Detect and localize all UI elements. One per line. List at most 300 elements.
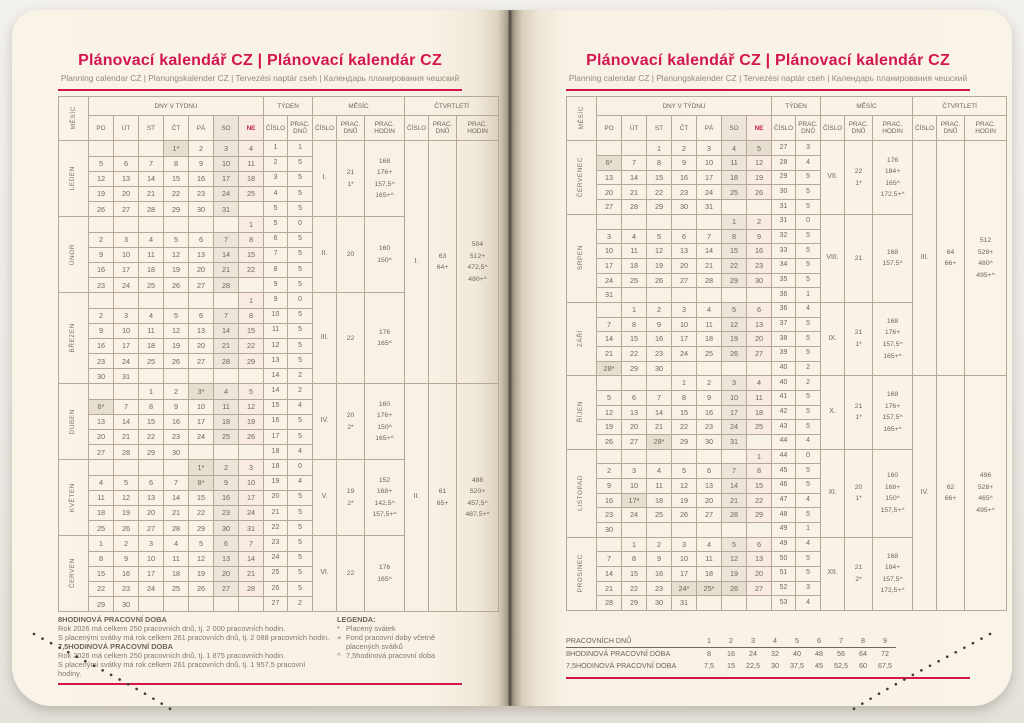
day-cell: 31 <box>114 369 139 384</box>
week-workdays-cell: 5 <box>288 247 313 262</box>
footer-line: Rok 2026 má celkem 250 pracovních dnů, tj. 1 875 pracovních hodin. <box>58 651 286 661</box>
day-cell: 10 <box>214 156 239 171</box>
day-cell <box>114 217 139 232</box>
week-number-cell: 49 <box>772 537 796 552</box>
day-cell: 8 <box>164 156 189 171</box>
day-cell: 27 <box>597 200 622 215</box>
month-number-cell: II. <box>313 217 337 293</box>
day-cell: 10 <box>189 399 214 414</box>
week-number-cell: 27 <box>264 597 288 612</box>
month-name: SRPEN <box>567 214 597 302</box>
day-cell <box>164 460 189 475</box>
month-hours-cell: 160 168+ 150^ 157,5+^ <box>873 449 913 537</box>
day-cell: 18 <box>139 262 164 277</box>
day-cell: 11 <box>697 317 722 332</box>
day-cell: 17 <box>239 490 264 505</box>
week-workdays-cell: 4 <box>796 302 821 317</box>
day-cell: 16 <box>647 332 672 347</box>
week-workdays-cell: 5 <box>796 317 821 332</box>
day-cell: 10 <box>697 156 722 171</box>
day-cell: 15 <box>164 171 189 186</box>
week-workdays-cell: 5 <box>796 420 821 435</box>
day-cell: 26 <box>722 581 747 596</box>
footer-value-cell: 3 <box>742 635 764 648</box>
day-cell: 1* <box>189 460 214 475</box>
day-cell: 26 <box>747 185 772 200</box>
day-cell: 11 <box>139 323 164 338</box>
week-number-cell: 46 <box>772 478 796 493</box>
week-number-cell: 14 <box>264 369 288 384</box>
day-cell: 21 <box>139 187 164 202</box>
month-hours-cell: 168 157,5^ <box>873 214 913 302</box>
quarter-number-cell: IV. <box>913 376 937 611</box>
day-cell: 2 <box>697 376 722 391</box>
day-cell: 2 <box>89 232 114 247</box>
day-cell: 4 <box>89 475 114 490</box>
day-cell <box>597 302 622 317</box>
day-cell: 24 <box>597 273 622 288</box>
footer-line: S placenými svátky má rok celkem 261 pracovních dnů, tj. 1 957,5 pracovní hodiny. <box>58 660 306 679</box>
day-cell: 15 <box>239 247 264 262</box>
day-cell: 11 <box>89 490 114 505</box>
day-cell: 26 <box>164 354 189 369</box>
week-workdays-cell: 5 <box>288 323 313 338</box>
month-number-cell: IX. <box>821 302 845 375</box>
footer-value-cell: 67,5 <box>878 661 892 671</box>
day-cell <box>239 369 264 384</box>
day-cell: 31 <box>214 202 239 217</box>
day-cell: 3 <box>597 229 622 244</box>
day-cell: 17 <box>189 414 214 429</box>
week-workdays-cell: 5 <box>288 566 313 581</box>
week-number-cell: 48 <box>772 508 796 523</box>
footer-value-cell: 64 <box>859 649 867 659</box>
day-cell: 29 <box>239 354 264 369</box>
day-cell: 22 <box>239 262 264 277</box>
day-cell: 7 <box>597 552 622 567</box>
day-cell: 11 <box>239 156 264 171</box>
day-cell: 8 <box>747 464 772 479</box>
day-cell: 14 <box>722 478 747 493</box>
week-workdays-cell: 1 <box>288 141 313 156</box>
day-cell: 30 <box>647 596 672 611</box>
day-cell: 22 <box>647 185 672 200</box>
week-number-cell: 45 <box>772 464 796 479</box>
quarter-workdays-cell: 63 64+ <box>429 141 457 384</box>
day-cell: 28 <box>622 200 647 215</box>
week-workdays-cell: 5 <box>796 170 821 185</box>
day-cell: 24 <box>722 420 747 435</box>
day-cell <box>189 597 214 612</box>
week-number-cell: 9 <box>264 293 288 308</box>
legend-symbol: + <box>337 633 342 643</box>
footer-value-cell: 48 <box>815 649 823 659</box>
day-cell <box>697 288 722 303</box>
day-cell: 19 <box>672 493 697 508</box>
day-cell: 9 <box>672 156 697 171</box>
day-cell: 11 <box>722 156 747 171</box>
week-number-cell: 29 <box>772 170 796 185</box>
day-cell: 26 <box>722 346 747 361</box>
day-cell: 19 <box>164 338 189 353</box>
footer-heading-75h: 7,5HODINOVÁ PRACOVNÍ DOBA <box>58 642 173 652</box>
footer-row-label: 7,5HODINOVÁ PRACOVNÍ DOBA <box>566 661 677 671</box>
day-cell: 5 <box>722 302 747 317</box>
footer-value-cell: 9 <box>874 635 896 648</box>
day-cell: 20 <box>672 258 697 273</box>
day-cell <box>189 369 214 384</box>
day-col-header: NE <box>239 116 264 141</box>
week-workdays-cell: 0 <box>288 293 313 308</box>
day-cell: 24 <box>672 346 697 361</box>
week-number-cell: 18 <box>264 445 288 460</box>
month-hours-cell: 160 176+ 150^ 165+^ <box>365 384 405 460</box>
day-cell: 14 <box>622 170 647 185</box>
day-cell: 10 <box>672 552 697 567</box>
week-number-cell: 50 <box>772 552 796 567</box>
month-number-cell: VII. <box>821 141 845 214</box>
day-cell: 18 <box>139 338 164 353</box>
day-cell: 16 <box>114 566 139 581</box>
week-workdays-cell: 5 <box>288 536 313 551</box>
quarter-number-col-header: ČÍSLO <box>405 116 429 141</box>
day-cell: 2 <box>647 302 672 317</box>
quarter-hours-cell: 504 512+ 472,5^ 480+^ <box>457 141 499 384</box>
day-cell: 21 <box>597 581 622 596</box>
day-col-header: ČT <box>672 116 697 141</box>
week-workdays-cell: 4 <box>796 434 821 449</box>
day-cell: 15 <box>647 170 672 185</box>
day-cell: 2 <box>114 536 139 551</box>
week-workdays-cell: 3 <box>796 581 821 596</box>
day-cell: 9 <box>647 552 672 567</box>
footer-line: S placenými svátky má rok celkem 261 pracovních dnů, tj. 2 088 pracovních hodin. <box>58 633 330 643</box>
day-cell <box>622 141 647 156</box>
day-cell <box>647 522 672 537</box>
day-cell: 4 <box>697 302 722 317</box>
footer-value-cell: 52,5 <box>834 661 848 671</box>
day-cell: 28 <box>164 521 189 536</box>
day-cell <box>622 449 647 464</box>
week-number-cell: 31 <box>772 200 796 215</box>
day-cell: 7 <box>622 156 647 171</box>
day-cell <box>722 449 747 464</box>
day-cell: 31 <box>672 596 697 611</box>
day-cell <box>139 141 164 156</box>
week-workdays-cell: 4 <box>288 475 313 490</box>
quarter-hours-cell: 488 520+ 457,5^ 487,5+^ <box>457 384 499 612</box>
day-cell: 30 <box>747 273 772 288</box>
day-cell: 25 <box>139 354 164 369</box>
day-cell: 28 <box>239 581 264 596</box>
day-cell: 9 <box>89 247 114 262</box>
day-cell: 29 <box>189 521 214 536</box>
footer-value-cell: 37,5 <box>790 661 804 671</box>
day-cell: 10 <box>622 478 647 493</box>
day-cell: 26 <box>597 434 622 449</box>
week-workdays-cell: 5 <box>288 414 313 429</box>
day-cell: 7 <box>722 464 747 479</box>
day-cell: 13 <box>114 171 139 186</box>
legend-symbol: * <box>337 624 340 634</box>
week-workdays-cell: 4 <box>288 445 313 460</box>
day-cell: 16 <box>89 338 114 353</box>
day-cell: 17 <box>114 262 139 277</box>
day-cell: 3 <box>214 141 239 156</box>
day-cell <box>672 522 697 537</box>
day-cell: 20 <box>747 566 772 581</box>
day-cell: 3 <box>672 302 697 317</box>
day-cell: 21 <box>622 185 647 200</box>
week-number-cell: 4 <box>264 187 288 202</box>
week-number-cell: 19 <box>264 475 288 490</box>
day-cell: 19 <box>722 332 747 347</box>
day-cell: 14 <box>114 414 139 429</box>
week-workdays-cell: 5 <box>288 202 313 217</box>
day-cell: 12 <box>647 244 672 259</box>
day-cell: 26 <box>239 430 264 445</box>
week-number-cell: 5 <box>264 217 288 232</box>
day-cell <box>214 369 239 384</box>
day-cell: 6 <box>189 308 214 323</box>
day-cell: 30 <box>672 200 697 215</box>
footer-value-cell: 24 <box>749 649 757 659</box>
week-number-cell: 14 <box>264 384 288 399</box>
footer-value-cell: 8 <box>852 635 874 648</box>
day-cell: 18 <box>164 566 189 581</box>
day-cell: 17* <box>622 493 647 508</box>
day-cell: 18 <box>89 505 114 520</box>
day-col-header: PO <box>597 116 622 141</box>
day-cell: 29 <box>747 508 772 523</box>
month-workhours-col-header: PRAC. HODIN <box>365 116 405 141</box>
day-cell: 14 <box>647 405 672 420</box>
month-number-cell: IV. <box>313 384 337 460</box>
day-cell: 24 <box>622 508 647 523</box>
day-cell: 28 <box>214 278 239 293</box>
day-cell: 4 <box>239 141 264 156</box>
quarter-workdays-cell: 64 66+ <box>937 141 965 376</box>
day-cell: 18 <box>214 414 239 429</box>
month-name: PROSINEC <box>567 537 597 610</box>
day-cell <box>697 214 722 229</box>
footer-line: Rok 2026 má celkem 250 pracovních dnů, tj. 2 000 pracovních hodin. <box>58 624 286 634</box>
day-cell: 21 <box>114 430 139 445</box>
page-title: Plánovací kalendář CZ | Plánovací kalendár CZ <box>586 52 950 69</box>
day-col-header: ÚT <box>622 116 647 141</box>
day-cell <box>597 141 622 156</box>
quarter-workhours-col-header: PRAC. HODIN <box>457 116 499 141</box>
day-cell <box>164 217 189 232</box>
week-workdays-cell: 5 <box>288 490 313 505</box>
day-cell: 16 <box>697 405 722 420</box>
week-number-cell: 49 <box>772 522 796 537</box>
day-cell: 2 <box>672 141 697 156</box>
week-number-cell: 18 <box>264 460 288 475</box>
day-cell: 22 <box>239 338 264 353</box>
day-cell: 27 <box>189 278 214 293</box>
day-cell: 16 <box>672 170 697 185</box>
month-workdays-col-header: PRAC. DNŮ <box>845 116 873 141</box>
day-cell: 15 <box>239 323 264 338</box>
day-cell: 7 <box>214 232 239 247</box>
day-cell <box>139 597 164 612</box>
day-cell: 11 <box>647 478 672 493</box>
day-cell: 21 <box>214 338 239 353</box>
day-cell: 4 <box>697 537 722 552</box>
footer-value-cell: 30 <box>771 661 779 671</box>
day-cell: 4 <box>164 536 189 551</box>
day-cell: 24 <box>114 354 139 369</box>
day-cell: 20 <box>597 185 622 200</box>
month-name: LISTOPAD <box>567 449 597 537</box>
day-cell: 7 <box>647 390 672 405</box>
day-cell: 16 <box>747 244 772 259</box>
day-cell <box>139 369 164 384</box>
week-number-cell: 25 <box>264 566 288 581</box>
day-cell: 21 <box>722 493 747 508</box>
day-cell: 8 <box>622 552 647 567</box>
day-cell: 20 <box>747 332 772 347</box>
day-cell: 1 <box>747 449 772 464</box>
day-cell: 10 <box>672 317 697 332</box>
week-number-cell: 1 <box>264 141 288 156</box>
day-cell: 12 <box>747 156 772 171</box>
day-col-header: PÁ <box>189 116 214 141</box>
day-cell: 1 <box>89 536 114 551</box>
day-cell: 5 <box>747 141 772 156</box>
day-cell: 28 <box>722 508 747 523</box>
day-cell: 7 <box>214 308 239 323</box>
quarter-workdays-col-header: PRAC. DNŮ <box>429 116 457 141</box>
week-workdays-cell: 1 <box>796 522 821 537</box>
week-number-cell: 44 <box>772 434 796 449</box>
day-cell <box>164 293 189 308</box>
month-name: KVĚTEN <box>59 460 89 536</box>
day-cell: 4 <box>214 384 239 399</box>
week-workdays-cell: 5 <box>288 156 313 171</box>
legend-text: Placený svátek <box>346 624 396 634</box>
day-cell: 22 <box>89 581 114 596</box>
day-cell: 12 <box>672 478 697 493</box>
day-cell: 27 <box>622 434 647 449</box>
day-cell <box>697 522 722 537</box>
day-cell: 12 <box>164 247 189 262</box>
day-cell <box>139 460 164 475</box>
day-cell: 28* <box>647 434 672 449</box>
day-cell: 12 <box>114 490 139 505</box>
day-cell: 12 <box>722 552 747 567</box>
day-cell: 7 <box>697 229 722 244</box>
day-cell: 1 <box>647 141 672 156</box>
week-workdays-cell: 5 <box>288 308 313 323</box>
week-workdays-cell: 5 <box>288 278 313 293</box>
day-cell: 21 <box>597 346 622 361</box>
day-cell: 16 <box>164 414 189 429</box>
day-cell: 30 <box>189 202 214 217</box>
week-number-cell: 27 <box>772 141 796 156</box>
week-workdays-cell: 1 <box>796 288 821 303</box>
col-group-month: MĚSÍC <box>313 97 405 116</box>
day-cell: 30 <box>214 521 239 536</box>
day-cell <box>89 217 114 232</box>
day-cell: 24 <box>139 581 164 596</box>
month-workdays-cell: 22 <box>337 536 365 612</box>
day-cell: 5 <box>722 537 747 552</box>
day-cell: 6 <box>622 390 647 405</box>
day-cell: 8 <box>139 399 164 414</box>
week-workdays-cell: 5 <box>796 508 821 523</box>
day-cell: 8 <box>239 232 264 247</box>
day-cell: 10 <box>114 323 139 338</box>
quarter-number-cell: III. <box>913 141 937 376</box>
week-number-cell: 33 <box>772 244 796 259</box>
day-cell: 24 <box>239 505 264 520</box>
day-cell: 13 <box>214 551 239 566</box>
day-cell: 5 <box>189 536 214 551</box>
month-hours-cell: 176 184+ 165^ 172,5+^ <box>873 141 913 214</box>
week-workdays-cell: 5 <box>796 566 821 581</box>
day-cell: 19 <box>164 262 189 277</box>
day-cell: 12 <box>239 399 264 414</box>
quarter-workhours-col-header: PRAC. HODIN <box>965 116 1007 141</box>
day-cell <box>114 141 139 156</box>
footer-value-cell: 56 <box>837 649 845 659</box>
footer-value-cell: 6 <box>808 635 830 648</box>
month-number-cell: X. <box>821 376 845 449</box>
day-cell: 25 <box>89 521 114 536</box>
day-cell <box>672 449 697 464</box>
day-cell: 22 <box>722 258 747 273</box>
day-cell: 12 <box>164 323 189 338</box>
day-cell: 7 <box>139 156 164 171</box>
day-cell: 8 <box>722 229 747 244</box>
footer-value-cell: 8 <box>707 649 711 659</box>
day-cell <box>114 460 139 475</box>
day-cell: 1* <box>164 141 189 156</box>
day-cell: 3 <box>622 464 647 479</box>
week-number-cell: 38 <box>772 332 796 347</box>
day-cell: 17 <box>214 171 239 186</box>
day-cell: 17 <box>139 566 164 581</box>
day-cell: 14 <box>597 332 622 347</box>
day-cell: 17 <box>672 332 697 347</box>
day-cell: 27 <box>114 202 139 217</box>
week-number-cell: 43 <box>772 420 796 435</box>
day-cell: 6 <box>114 156 139 171</box>
week-number-cell: 41 <box>772 390 796 405</box>
week-number-cell: 11 <box>264 323 288 338</box>
footer-value-cell: 7 <box>830 635 852 648</box>
day-cell <box>697 449 722 464</box>
day-cell: 10 <box>139 551 164 566</box>
day-cell <box>114 293 139 308</box>
month-hours-cell: 168 184+ 157,5^ 172,5+^ <box>873 537 913 610</box>
day-col-header: ČT <box>164 116 189 141</box>
week-workdays-cell: 5 <box>288 551 313 566</box>
day-cell <box>697 361 722 376</box>
day-cell <box>89 141 114 156</box>
week-workdays-cell: 5 <box>288 521 313 536</box>
day-cell: 7 <box>164 475 189 490</box>
day-cell <box>747 596 772 611</box>
day-cell: 23 <box>89 354 114 369</box>
day-cell: 4 <box>139 308 164 323</box>
day-cell <box>239 202 264 217</box>
week-number-col-header: ČÍSLO <box>264 116 288 141</box>
day-cell: 19 <box>747 170 772 185</box>
day-cell: 20 <box>189 338 214 353</box>
